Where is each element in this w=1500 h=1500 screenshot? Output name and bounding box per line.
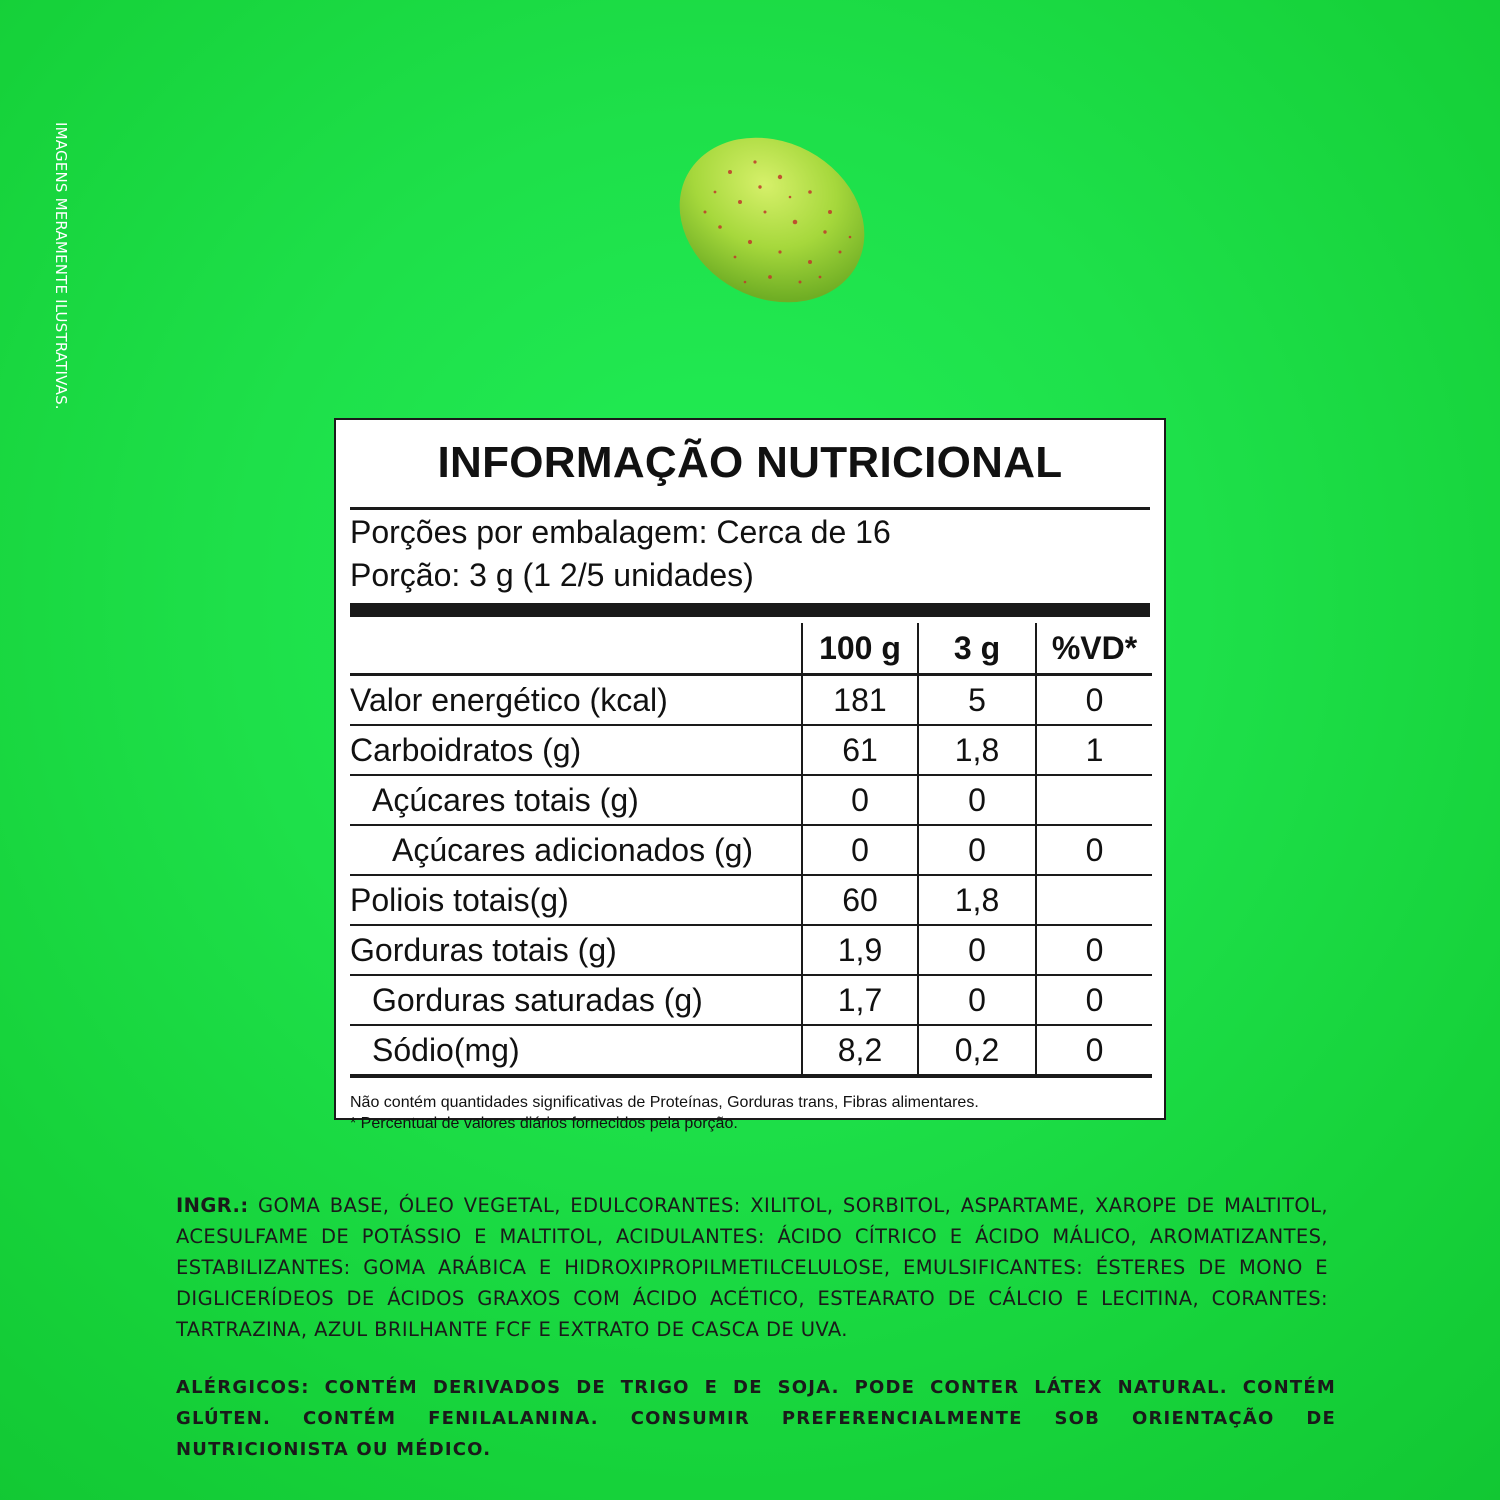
table-row [350,1025,1152,1076]
nutrient-name: Poliois totais(g) [350,875,802,925]
title-divider [350,507,1150,510]
value-100g: 1,9 [802,925,918,975]
footnote-daily-values: * Percentual de valores diários fornecidos pela porção. [350,1115,738,1132]
value-dv: 0 [1036,975,1152,1025]
header-cell-dv: %VD* [1036,623,1152,675]
value-dv: 0 [1036,1025,1152,1076]
table-row [350,825,1152,875]
nutrient-name: Açúcares totais (g) [350,775,802,825]
value-100g: 0 [802,825,918,875]
thick-divider [350,603,1150,617]
nutrient-name: Sódio(mg) [350,1025,802,1076]
header-cell-serving: 3 g [918,623,1036,675]
value-100g: 61 [802,725,918,775]
servings-per-package: Porções por embalagem: Cerca de 16 [350,514,891,550]
value-serving: 5 [918,675,1036,726]
value-serving: 1,8 [918,875,1036,925]
serving-size: Porção: 3 g (1 2/5 unidades) [350,557,754,593]
nutrition-facts-label [334,418,1166,1132]
value-serving: 0 [918,825,1036,875]
table-row [350,975,1152,1025]
header-cell-nutrient [350,623,802,675]
illustrative-disclaimer: IMAGENS MERAMENTE ILUSTRATIVAS. [52,122,70,410]
ingredients-key: INGR.: [176,1194,249,1217]
value-serving: 0 [918,975,1036,1025]
allergens-text: ALÉRGICOS: CONTÉM DERIVADOS DE TRIGO E DE SOJA. PODE CONTER LÁTEX NATURAL. CONTÉM GLÚTEN. CONTÉM FENILALANINA. CONSUMIR PREFERENCIALMENTE SOB ORIENTAÇÃO DE NUTRICIONISTA OU MÉDICO. [176,1377,1336,1460]
header-cell-100g: 100 g [802,623,918,675]
value-dv: 1 [1036,725,1152,775]
value-100g: 1,7 [802,975,918,1025]
ingredients-text [176,1190,1328,1345]
nutrition-table [350,623,1152,1078]
label-title: INFORMAÇÃO NUTRICIONAL [437,438,1063,487]
nutrient-name: Gorduras saturadas (g) [350,975,802,1025]
value-dv: 0 [1036,675,1152,726]
value-serving: 0 [918,925,1036,975]
value-serving: 0 [918,775,1036,825]
table-row [350,925,1152,975]
table-row [350,675,1152,726]
nutrient-name: Açúcares adicionados (g) [350,825,802,875]
value-dv: 0 [1036,825,1152,875]
table-row [350,725,1152,775]
table-row [350,875,1152,925]
ingredients-list: GOMA BASE, ÓLEO VEGETAL, EDULCORANTES: XILITOL, SORBITOL, ASPARTAME, XAROPE DE MALTITOL, ACESULFAME DE POTÁSSIO E MALTITOL, ACIDULANTES: ÁCIDO CÍTRICO E ÁCIDO MÁLICO, AROMATIZANTES, ESTABILIZANTES: GOMA ARÁBICA E HIDROXIPROPILMETILCELULOSE, EMULSIFICANTES: ÉSTERES DE MONO E DIGLICERÍDEOS DE ÁCIDOS GRAXOS COM ÁCIDO ACÉTICO, ESTEARATO DE CÁLCIO E LECITINA, CORANTES: TARTRAZINA, AZUL BRILHANTE FCF E EXTRATO DE CASCA DE UVA. [176,1194,1328,1341]
value-dv [1036,875,1152,925]
nutrient-name: Gorduras totais (g) [350,925,802,975]
value-100g: 0 [802,775,918,825]
value-dv: 0 [1036,925,1152,975]
value-100g: 181 [802,675,918,726]
value-dv [1036,775,1152,825]
nutrient-name: Carboidratos (g) [350,725,802,775]
footnote-not-significant: Não contém quantidades significativas de Proteínas, Gorduras trans, Fibras alimentares. [350,1094,979,1111]
value-serving: 1,8 [918,725,1036,775]
value-serving: 0,2 [918,1025,1036,1076]
table-row [350,775,1152,825]
gum-pellet-image [670,132,875,307]
table-header-row [350,623,1152,675]
value-100g: 60 [802,875,918,925]
nutrient-name: Valor energético (kcal) [350,675,802,726]
value-100g: 8,2 [802,1025,918,1076]
